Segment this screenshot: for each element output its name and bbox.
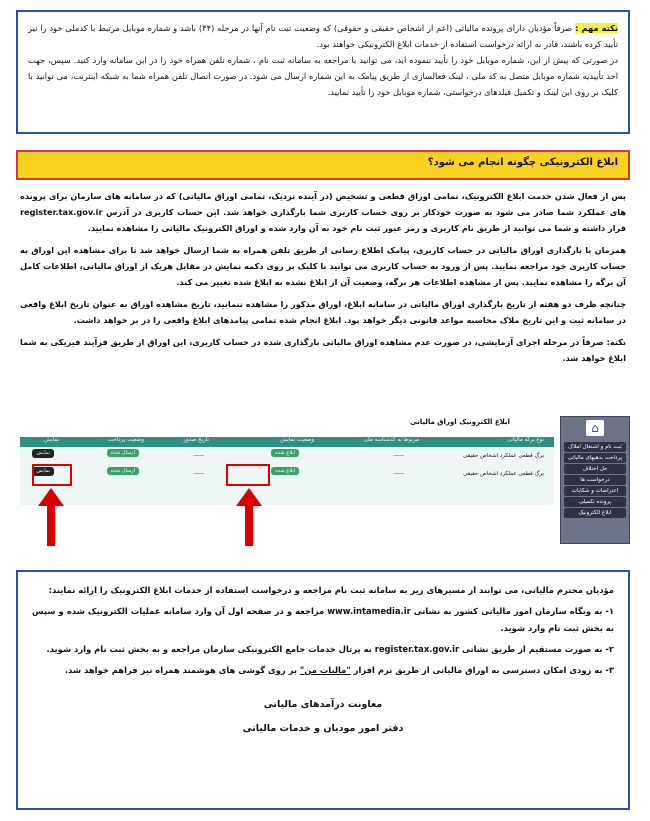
- note-paragraph-1: صرفاً مؤدیان دارای پرونده مالیاتی (اعم از اشخاص حقیقی و حقوقی) که وضعیت ثبت نام آنها در مرحله (۴۴) باشد و شماره موبایل مرتبط با کدملی خود را نیز تأیید کرده باشند، قادر به ارائه درخواست استفاده از خدمات ابلاغ الکترونیکی خواهند بود.: [28, 23, 618, 49]
- section-paragraph-3: چنانچه ظرف دو هفته از تاریخ بارگذاری اوراق مالیاتی در سامانه ابلاغ، اوراق مذکور را مشاهده ننمایید، تاریخ مشاهده اوراق به عنوان تاریخ ابلاغ واقعی در سامانه ثبت و این تاریخ ملاک محاسبه مواعد قانونی دیگر خواهد بود. ابلاغ انجام شده تمامی پیامدهای ابلاغ واقعی را در بر خواهد داشت.: [20, 299, 626, 325]
- col-header-payment: وضعیت پرداخت: [107, 437, 144, 443]
- col-header-id: مربوط به کدشناسه ملی: [363, 437, 419, 443]
- show-button[interactable]: نمایش: [32, 467, 54, 476]
- menu-item[interactable]: حل اختلاف: [564, 464, 626, 474]
- payment-badge: ارسال شده: [107, 449, 139, 457]
- info-item-2: ۲- به صورت مستقیم از طریق نشانی register.tax.gov.ir به پرتال خدمات جامع الکترونیکی سازمان مراجعه و به بخش ثبت نام وارد شوید.: [46, 644, 614, 654]
- app-name: "مالیات من": [299, 665, 351, 675]
- red-arrow-icon: [234, 488, 264, 546]
- side-menu: [560, 416, 630, 544]
- section-title: ابلاغ الکترونیکی چگونه انجام می شود؟: [16, 150, 630, 180]
- home-icon[interactable]: ⌂: [586, 420, 604, 436]
- doc-id: -----: [394, 453, 404, 459]
- col-header-status: وضعیت نمایش: [280, 437, 314, 443]
- highlight-status-box: [226, 464, 270, 486]
- table-row: [20, 467, 554, 481]
- table-header: [20, 437, 554, 447]
- table-row: [20, 449, 554, 463]
- col-header-type: نوع برگه مالیاتی: [506, 437, 544, 443]
- section-note: نکته: صرفاً در مرحله اجرای آزمایشی، در صورت عدم مشاهده اوراق مالیاتی بارگذاری شده در حساب کاربری، این اوراق از طریق فرآیند فیزیکی به شما ابلاغ خواهد شد.: [20, 337, 626, 363]
- info-item-1: ۱- به وبگاه سازمان امور مالیاتی کشور به نشانی www.intamedia.ir مراجعه و در صفحه اول آن وارد سامانه عملیات الکترونیک شده و سپس به بخش ثبت نام وارد شوید.: [32, 606, 615, 633]
- col-header-date: تاریخ صدور: [183, 437, 209, 443]
- show-button[interactable]: نمایش: [32, 449, 54, 458]
- note-paragraph-2: در صورتی که پیش از این، شماره موبایل خود را تأیید ننموده اید، می توانید با مراجعه به سامانه ثبت نام ، شماره تلفن همراه خود را در این سامانه وارد کنید. سپس، جهت اخذ تأییدیه شماره موبایل متصل به کد ملی ، لینک فعالسازی از طریق پیامک به این شماره ارسال می شود. در صورت اتصال تلفن همراه شما به شبکه اینترنت، می توانید با کلیک بر روی این لینک و تکمیل فیلدهای درخواستی، شماره موبایل خود را تأیید نمایید.: [28, 55, 618, 97]
- doc-id: -----: [394, 471, 404, 477]
- col-header-action: نمایش: [44, 437, 59, 443]
- payment-badge: ارسال شده: [107, 467, 139, 475]
- section-paragraph-1: پس از فعال شدن خدمت ابلاغ الکترونیک، تمامی اوراق قطعی و تشخیص (در آینده نزدیک، تمامی اوراق مالیاتی) که در سامانه های سازمان برای پرونده های عملکرد شما صادر می شود به صورت خودکار بر روی حساب کاربری شما بارگذاری خواهد شد. این حساب کاربری در آدرس register.tax.gov.ir قرار داشته و شما می توانید از طریق نام کاربری و رمز عبور ثبت نام خود به آن وارد شده و اوراق الکترونیک مالیاتی را مشاهده نمایید.: [20, 191, 626, 233]
- signature-line-1: معاونت درآمدهای مالیاتی: [263, 699, 383, 710]
- menu-item[interactable]: ثبت نام و اشتغال املاک: [564, 442, 626, 452]
- signature-block: [32, 693, 614, 741]
- doc-date: -----: [194, 453, 204, 459]
- info-item-3-start: ۳- به زودی امکان دسترسی به اوراق مالیاتی از طریق نرم افزار: [353, 665, 614, 675]
- important-note-box: [16, 10, 630, 134]
- portal-screenshot-figure: [20, 412, 632, 547]
- section-paragraph-2: همزمان با بارگذاری اوراق مالیاتی در حساب کاربری، پیامک اطلاع رسانی از طریق تلفن همراه به شما ارسال خواهد شد تا برای مشاهده این اوراق به حساب کاربری خود مراجعه نمایید. پس از ورود به حساب کاربری می توانید با کلیک بر روی دکمه نمایش در مقابل هریک از اوراق مالیاتی، اطلاعات کامل آن برگه را مشاهده نمایید. پس از مشاهده اطلاعات هر برگه، وضعیت آن از ابلاغ نشده به ابلاغ شده تغییر می کند.: [20, 245, 626, 287]
- tax-documents-table: [20, 437, 554, 505]
- status-badge: ابلاغ شده: [271, 467, 299, 475]
- signature-line-2: دفتر امور مودیان و خدمات مالیاتی: [242, 723, 404, 734]
- status-badge: ابلاغ شده: [271, 449, 299, 457]
- red-arrow-icon: [36, 488, 66, 546]
- doc-date: -----: [194, 471, 204, 477]
- menu-item[interactable]: پرداخت بدهیهای مالیاتی: [564, 453, 626, 463]
- section-body: [20, 188, 626, 372]
- menu-item[interactable]: درخواست ها: [564, 475, 626, 485]
- figure-title: ابلاغ الکترونیک اوراق مالیاتی: [410, 418, 510, 426]
- doc-type: برگ قطعی عملکرد اشخاص حقیقی: [463, 453, 544, 459]
- info-intro: مؤدیان محترم مالیاتی، می توانند از مسیرهای زیر به سامانه ثبت نام مراجعه و درخواست استفاده از خدمات ابلاغ الکترونیک را ارائه نمایند:: [48, 585, 614, 595]
- menu-item[interactable]: اعتراضات و شکایات: [564, 486, 626, 496]
- access-info-box: [16, 570, 630, 810]
- menu-item[interactable]: پرونده تکمیلی: [564, 497, 626, 507]
- menu-item[interactable]: ابلاغ الکترونیک: [564, 508, 626, 518]
- info-item-3-end: بر روی گوشی های هوشمند همراه نیز فراهم خواهد شد.: [64, 665, 297, 675]
- highlight-show-box: [32, 464, 72, 486]
- note-label: نکته مهم :: [575, 23, 619, 33]
- doc-type: برگ قطعی عملکرد اشخاص حقیقی: [463, 471, 544, 477]
